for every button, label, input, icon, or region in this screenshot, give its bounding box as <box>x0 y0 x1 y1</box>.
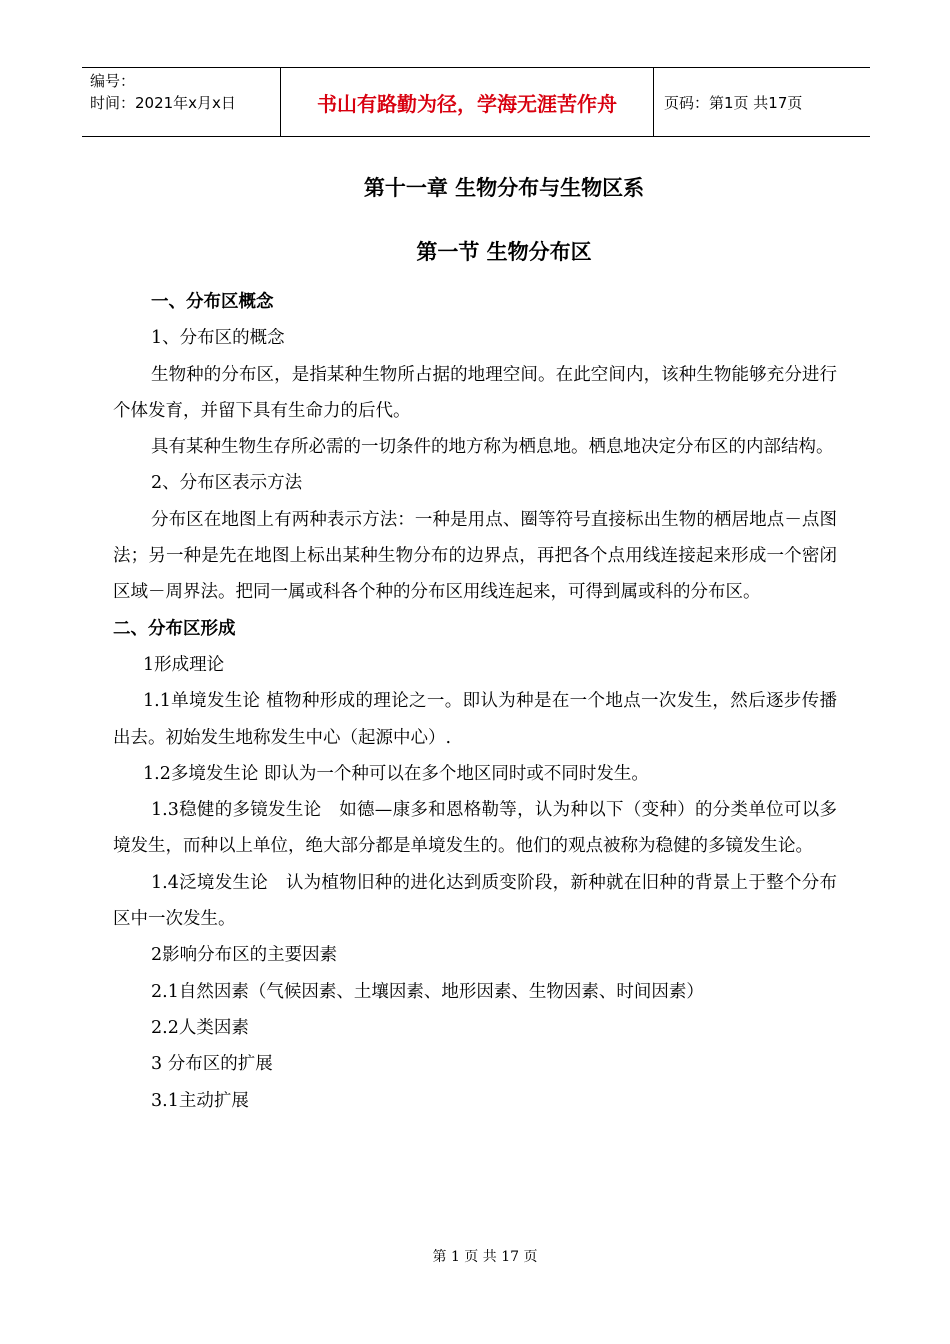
chapter-title: 第十一章 生物分布与生物区系 <box>363 176 645 200</box>
document-header <box>82 67 870 137</box>
paragraph: 1.2多境发生论 即认为一个种可以在多个地区同时或不同时发生。 <box>143 763 649 784</box>
heading-2: 二、分布区形成 <box>113 618 236 639</box>
paragraph: 生物种的分布区，是指某种生物所占据的地理空间。在此空间内，该种生物能够充分进行个体发育，并留下具有生命力的后代。 <box>113 364 837 421</box>
heading-1: 一、分布区概念 <box>151 292 274 312</box>
subheading: 3 分布区的扩展 <box>151 1054 273 1075</box>
date-label: 时间：2021年x月x日 <box>90 94 236 112</box>
paragraph: 1.1单境发生论 植物种形成的理论之一。即认为种是在一个地点一次发生，然后逐步传播出去。初始发生地称发生中心（起源中心）. <box>113 691 837 748</box>
page-footer: 第 1 页 共 17 页 <box>432 1249 538 1265</box>
paragraph: 1.4泛境发生论 认为植物旧种的进化达到质变阶段，新种就在旧种的背景上于整个分布区中一次发生。 <box>113 872 837 930</box>
subheading: 2、分布区表示方法 <box>151 473 303 494</box>
subheading: 1、分布区的概念 <box>151 328 285 349</box>
section-title: 第一节 生物分布区 <box>416 240 592 264</box>
number-label: 编号： <box>90 72 136 90</box>
list-item: 3.1主动扩展 <box>151 1090 249 1111</box>
header-page-info: 页码：第1页 共17页 <box>664 93 803 112</box>
document-body <box>113 284 837 1119</box>
subheading: 2影响分布区的主要因素 <box>151 945 338 966</box>
paragraph: 具有某种生物生存所必需的一切条件的地方称为栖息地。栖息地决定分布区的内部结构。 <box>151 437 834 458</box>
subheading: 1形成理论 <box>143 654 225 675</box>
header-motto: 书山有路勤为径，学海无涯苦作舟 <box>281 68 654 136</box>
paragraph: 分布区在地图上有两种表示方法：一种是用点、圈等符号直接标出生物的栖居地点－点图法；另一种是先在地图上标出某种生物分布的边界点，再把各个点用线连接起来形成一个密闭区域－周界法。把同一属或科各个种的分布区用线连起来，可得到属或科的分布区。 <box>113 509 837 603</box>
list-item: 2.2人类因素 <box>151 1017 249 1038</box>
header-left-cell <box>82 68 281 136</box>
list-item: 2.1自然因素（气候因素、土壤因素、地形因素、生物因素、时间因素） <box>151 981 704 1002</box>
paragraph: 1.3稳健的多镜发生论 如德—康多和恩格勒等，认为种以下（变种）的分类单位可以多境发生，而种以上单位，绝大部分都是单境发生的。他们的观点被称为稳健的多镜发生论。 <box>113 800 837 857</box>
